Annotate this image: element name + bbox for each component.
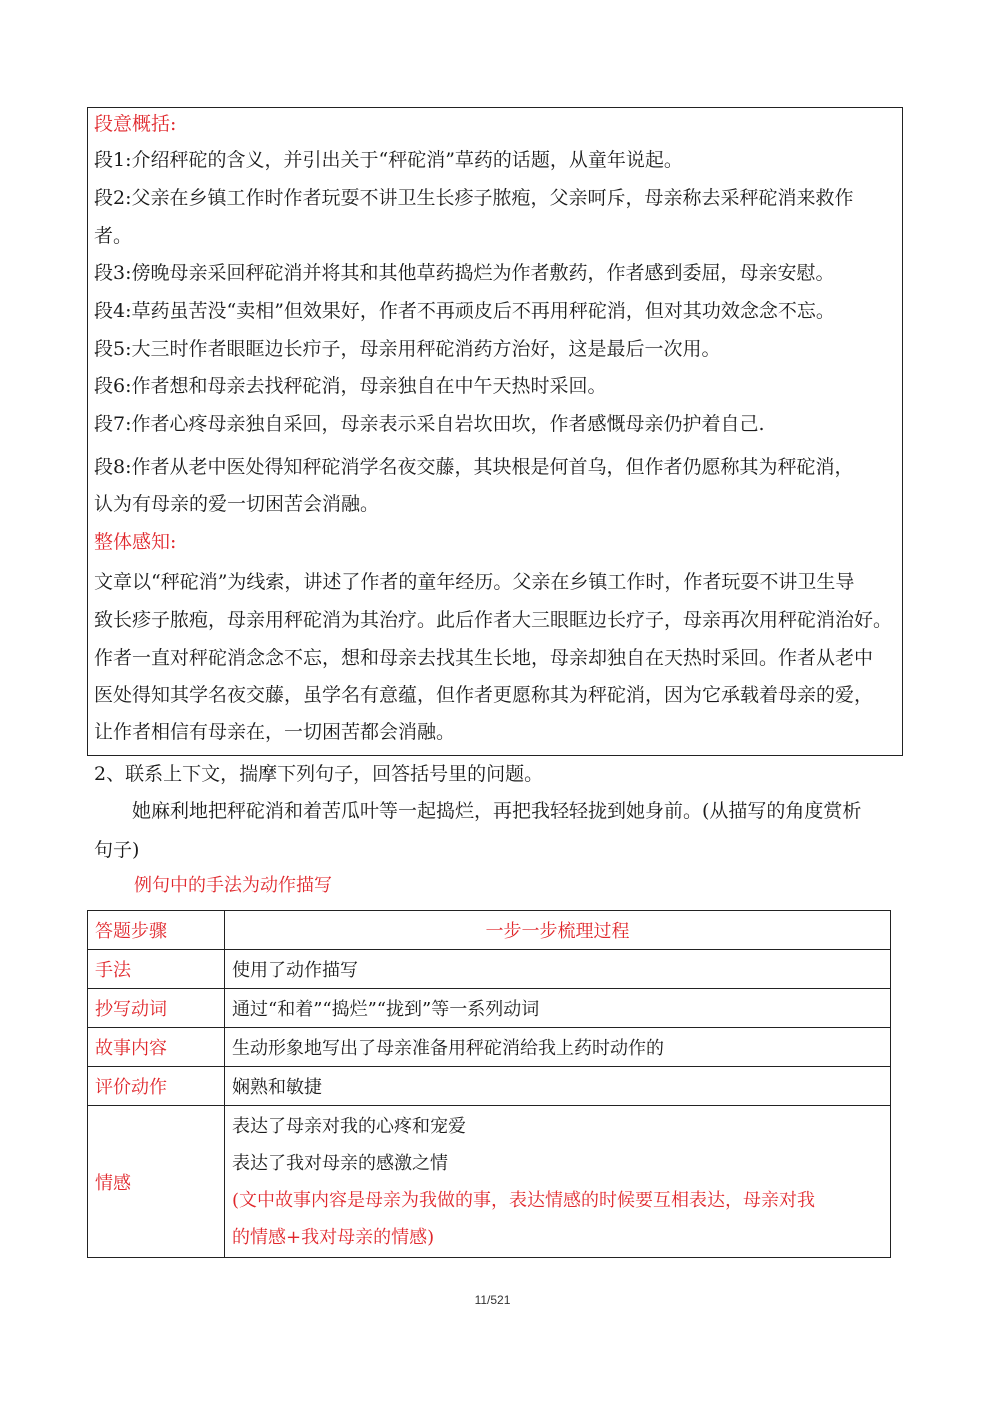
- summary-line-3: 者。: [94, 225, 133, 247]
- table-row: [88, 1067, 891, 1106]
- overall-line-3: 作者一直对秤砣消念念不忘，想和母亲去找其生长地，母亲却独自在天热时采回。作者从老中: [94, 647, 874, 669]
- emotion-content: [225, 1106, 891, 1258]
- overall-title: 整体感知:: [94, 531, 177, 553]
- question-sentence-line-1: 她麻利地把秤砣消和着苦瓜叶等一起捣烂，再把我轻轻拢到她身前。(从描写的角度赏析: [132, 800, 862, 822]
- summary-line-1: 段1:介绍秤砣的含义，并引出关于“秤砣消”草药的话题，从童年说起。: [94, 149, 683, 171]
- question-heading: 2、联系上下文，揣摩下列句子，回答括号里的问题。: [94, 763, 544, 785]
- table-row-step: 抄写动词: [88, 989, 225, 1028]
- answer-steps-table: [87, 910, 891, 1258]
- table-row-emotion: [88, 1106, 891, 1258]
- table-row-step: 评价动作: [88, 1067, 225, 1106]
- table-header-process: 一步一步梳理过程: [225, 911, 891, 950]
- overall-line-5: 让作者相信有母亲在，一切困苦都会消融。: [94, 721, 456, 743]
- emotion-note-1: (文中故事内容是母亲为我做的事，表达情感的时候要互相表达，母亲对我: [232, 1189, 816, 1211]
- summary-title: 段意概括:: [94, 113, 177, 135]
- table-row: [88, 950, 891, 989]
- summary-line-5: 段4:草药虽苦没“卖相”但效果好，作者不再顽皮后不再用秤砣消，但对其功效念念不忘。: [94, 300, 835, 322]
- table-row-content: 通过“和着”“捣烂”“拢到”等一系列动词: [225, 989, 891, 1028]
- summary-line-9: 段8:作者从老中医处得知秤砣消学名夜交藤，其块根是何首乌，但作者仍愿称其为秤砣消，: [94, 456, 854, 478]
- overall-line-1: 文章以“秤砣消”为线索，讲述了作者的童年经历。父亲在乡镇工作时，作者玩耍不讲卫生导: [94, 571, 855, 593]
- summary-line-4: 段3:傍晚母亲采回秤砣消并将其和其他草药捣烂为作者敷药，作者感到委屈，母亲安慰。: [94, 262, 835, 284]
- question-hint: 例句中的手法为动作描写: [134, 875, 332, 896]
- summary-line-7: 段6:作者想和母亲去找秤砣消，母亲独自在中午天热时采回。: [94, 375, 607, 397]
- table-row-step: 手法: [88, 950, 225, 989]
- summary-line-2: 段2:父亲在乡镇工作时作者玩耍不讲卫生长疹子脓疱，父亲呵斥，母亲称去采秤砣消来救作: [94, 187, 854, 209]
- table-row-content: 使用了动作描写: [225, 950, 891, 989]
- table-header-row: [88, 911, 891, 950]
- emotion-note-2: 的情感+我对母亲的情感): [232, 1226, 435, 1248]
- overall-line-4: 医处得知其学名夜交藤，虽学名有意蕴，但作者更愿称其为秤砣消，因为它承载着母亲的爱，: [94, 684, 874, 706]
- summary-line-8: 段7:作者心疼母亲独自采回，母亲表示采自岩坎田坎，作者感慨母亲仍护着自己.: [94, 413, 765, 435]
- table-row-step: 故事内容: [88, 1028, 225, 1067]
- question-sentence-line-2: 句子): [94, 839, 140, 861]
- emotion-step: 情感: [88, 1106, 225, 1258]
- table-row-content: 生动形象地写出了母亲准备用秤砣消给我上药时动作的: [225, 1028, 891, 1067]
- overall-line-2: 致长疹子脓疱，母亲用秤砣消为其治疗。此后作者大三眼眶边长疗子，母亲再次用秤砣消治好。: [94, 609, 893, 631]
- table-row-content: 娴熟和敏捷: [225, 1067, 891, 1106]
- emotion-line-1: 表达了母亲对我的心疼和宠爱: [232, 1115, 466, 1137]
- table-row: [88, 989, 891, 1028]
- table-header-step: 答题步骤: [88, 911, 225, 950]
- summary-line-10: 认为有母亲的爱一切困苦会消融。: [94, 493, 380, 515]
- table-row: [88, 1028, 891, 1067]
- summary-line-6: 段5:大三时作者眼眶边长疖子，母亲用秤砣消药方治好，这是最后一次用。: [94, 338, 721, 360]
- page-number: 11/521: [474, 1293, 511, 1307]
- emotion-line-2: 表达了我对母亲的感激之情: [232, 1152, 448, 1174]
